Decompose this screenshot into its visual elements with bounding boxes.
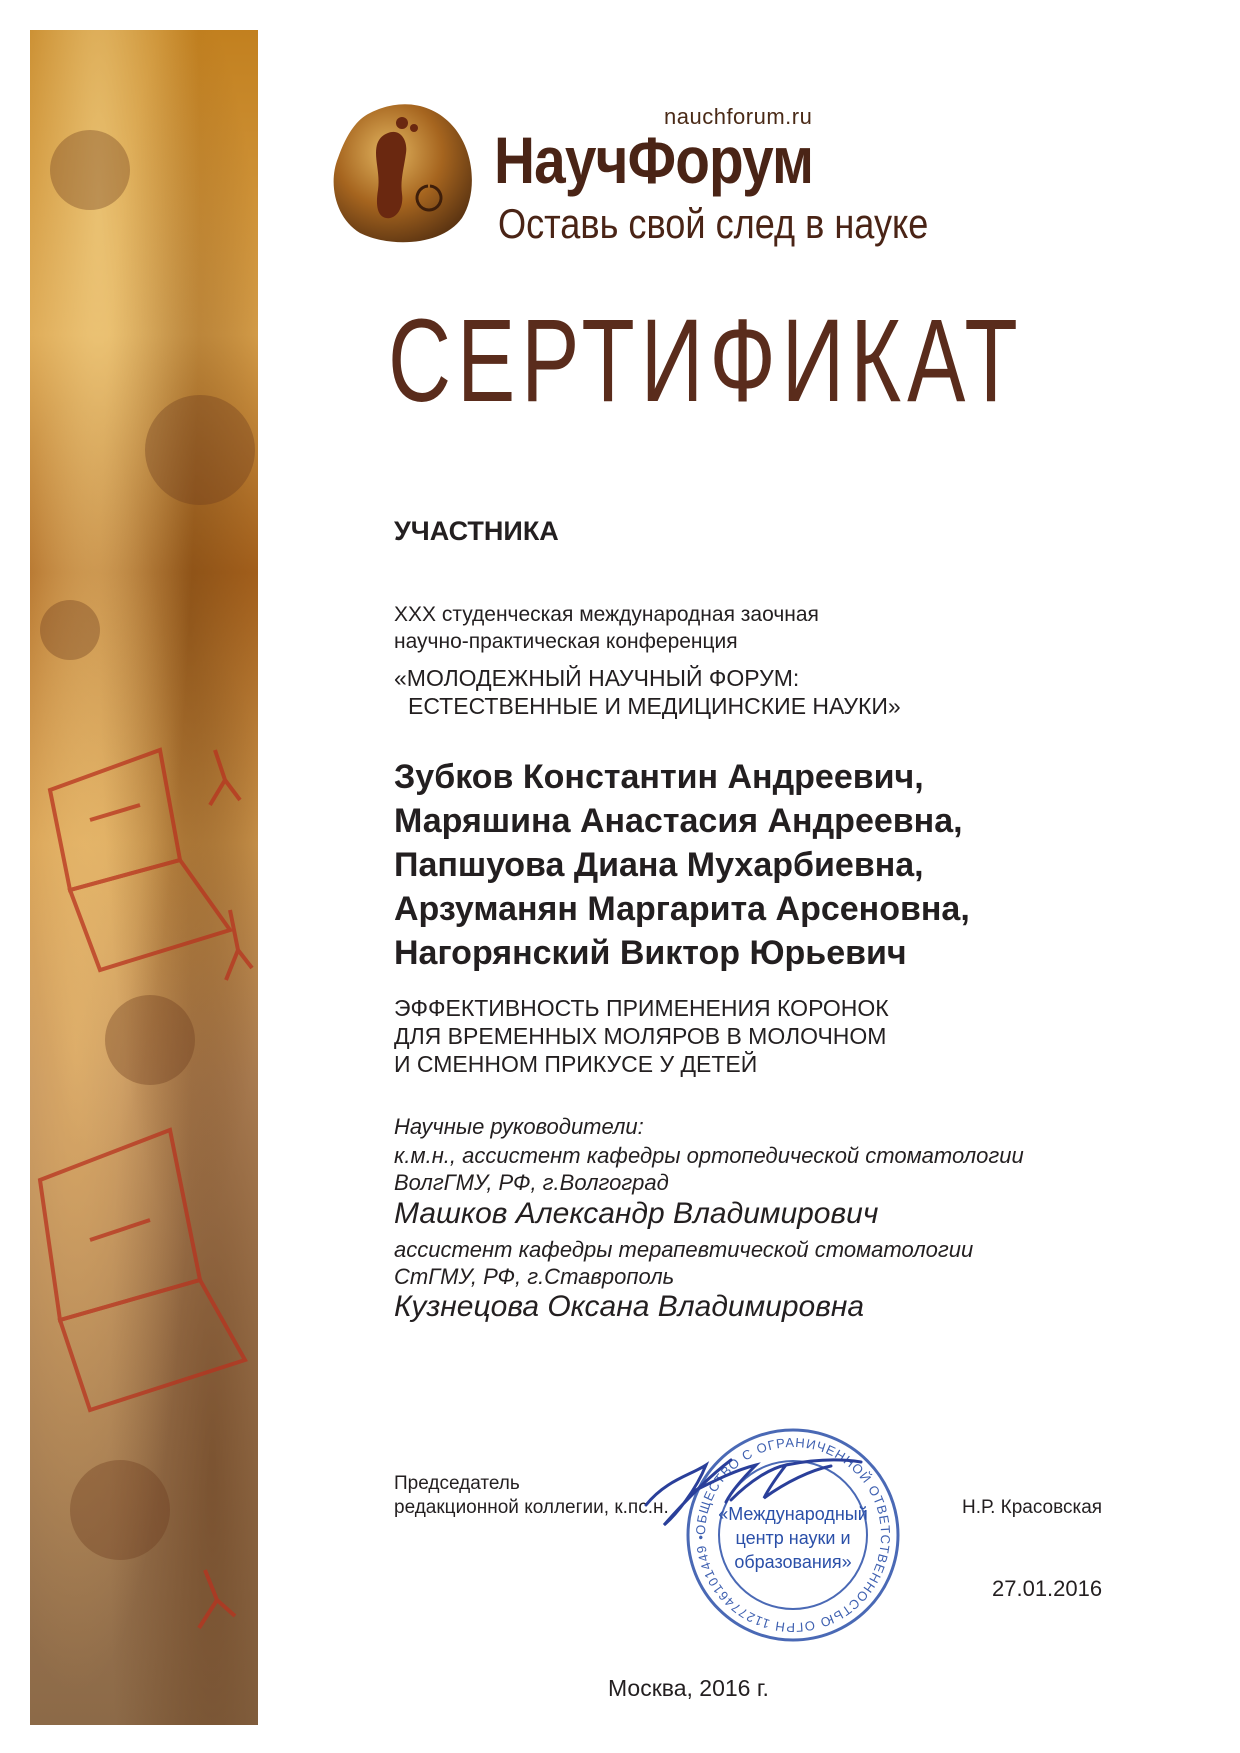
official-seal [636,1420,936,1650]
chair-name: Н.Р. Красовская [962,1497,1103,1518]
rock-art-drawings [30,30,258,1725]
chair-position: редакционной коллегии, к.пс.н. [394,1497,669,1518]
supervisor-position: СтГМУ, РФ, г.Ставрополь [394,1264,675,1289]
author-name: Папшуова Диана Мухарбиевна, [394,846,924,884]
seal-ring-text: ОБЩЕСТВО С ОГРАНИЧЕННОЙ ОТВЕТСТВЕННОСТЬЮ ОГРН 1127746101449 • [692,1434,894,1636]
conference-name: ЕСТЕСТВЕННЫЕ И МЕДИЦИНСКИЕ НАУКИ» [408,693,901,719]
participant-label: УЧАСТНИКА [394,516,559,546]
seal-center-text: «Международный [718,1504,868,1524]
supervisor-position: ВолгГМУ, РФ, г.Волгоград [394,1170,669,1195]
supervisor-name: Машков Александр Владимирович [394,1197,879,1230]
brand-slogan: Оставь свой след в науке [498,200,929,247]
seal-center-text: образования» [734,1552,852,1572]
supervisor-position: к.м.н., ассистент кафедры ортопедической стоматологии [394,1143,1024,1168]
conference-name: «МОЛОДЕЖНЫЙ НАУЧНЫЙ ФОРУМ: [394,665,800,691]
supervisor-position: ассистент кафедры терапевтической стоматологии [394,1237,974,1262]
supervisors-label: Научные руководители: [394,1114,644,1139]
supervisor-name: Кузнецова Оксана Владимировна [394,1290,865,1323]
author-name: Нагорянский Виктор Юрьевич [394,934,907,972]
author-name: Маряшина Анастасия Андреевна, [394,802,963,840]
author-name: Зубков Константин Андреевич, [394,758,924,796]
chair-position: Председатель [394,1473,520,1494]
issue-date: 27.01.2016 [992,1576,1103,1601]
footprint-stone-icon [330,98,480,248]
conference-line: научно-практическая конференция [394,630,738,653]
city-year: Москва, 2016 г. [608,1675,769,1701]
topic-line: И СМЕННОМ ПРИКУСЕ У ДЕТЕЙ [394,1051,758,1077]
topic-line: ДЛЯ ВРЕМЕННЫХ МОЛЯРОВ В МОЛОЧНОМ [394,1023,887,1049]
conference-line: XXX студенческая международная заочная [394,603,819,626]
topic-line: ЭФФЕКТИВНОСТЬ ПРИМЕНЕНИЯ КОРОНОК [394,995,889,1021]
seal-graphic [636,1420,936,1650]
brand-name: НаучФорум [494,123,814,197]
brand-url: nauchforum.ru [664,104,813,129]
seal-center-text: центр науки и [735,1528,851,1548]
nauchforum-logo [330,98,480,248]
decorative-side-strip [30,30,258,1725]
certificate-title: СЕРТИФИКАТ [388,295,1024,427]
author-name: Арзуманян Маргарита Арсеновна, [394,890,970,928]
